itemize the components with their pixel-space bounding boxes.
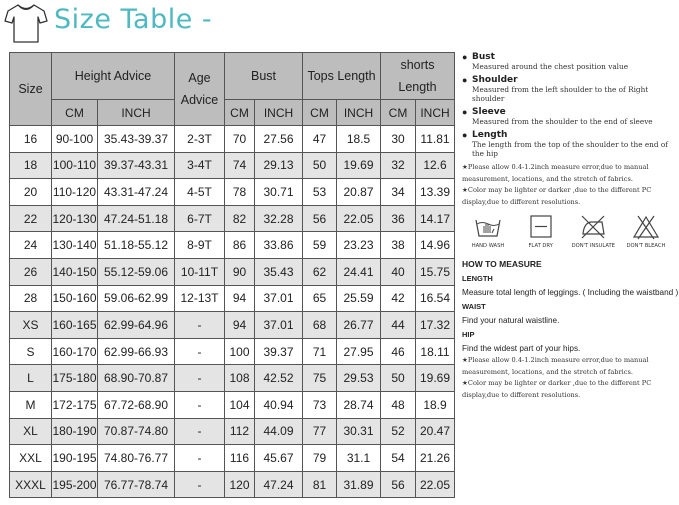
- table-row: [10, 152, 455, 179]
- table-cell: 39.37-43.31: [98, 152, 175, 179]
- table-cell: 112: [225, 418, 255, 445]
- table-cell: 44.09: [255, 418, 303, 445]
- unit-inch: INCH: [98, 100, 175, 126]
- table-cell: 104: [225, 391, 255, 418]
- table-row: [10, 205, 455, 232]
- table-cell: 18.9: [416, 391, 455, 418]
- table-cell: 27.56: [255, 126, 303, 153]
- table-cell: 20: [10, 179, 52, 206]
- table-cell: 100-110: [52, 152, 98, 179]
- header-bust: Bust: [225, 53, 303, 100]
- table-cell: 31.89: [337, 471, 381, 498]
- table-cell: 30.31: [337, 418, 381, 445]
- table-row: [10, 338, 455, 365]
- definition-title: Sleeve: [472, 107, 506, 117]
- table-cell: 16.54: [416, 285, 455, 312]
- table-cell: 65: [303, 285, 337, 312]
- table-cell: 130-140: [52, 232, 98, 259]
- table-cell: 82: [225, 205, 255, 232]
- table-cell: 94: [225, 285, 255, 312]
- table-cell: 190-195: [52, 445, 98, 472]
- table-cell: 19.69: [416, 365, 455, 392]
- definition-title: Bust: [472, 52, 495, 62]
- table-cell: 36: [381, 205, 416, 232]
- table-cell: 22.05: [337, 205, 381, 232]
- page-title: Size Table -: [54, 4, 213, 35]
- care-icons: [462, 214, 672, 249]
- table-cell: XS: [10, 312, 52, 339]
- table-row: [10, 471, 455, 498]
- table-cell: 68: [303, 312, 337, 339]
- table-cell: XXL: [10, 445, 52, 472]
- waist-label: WAIST: [462, 302, 486, 311]
- header-tops-length: Tops Length: [303, 53, 381, 100]
- care-label: HAND WASH: [471, 243, 505, 249]
- table-cell: 120: [225, 471, 255, 498]
- table-cell: 14.17: [416, 205, 455, 232]
- definition-title: Length: [472, 130, 508, 140]
- table-row: [10, 445, 455, 472]
- flat-dry-icon: [526, 214, 556, 240]
- table-row: [10, 232, 455, 259]
- table-cell: 18.11: [416, 338, 455, 365]
- table-cell: -: [175, 391, 225, 418]
- no-bleach-icon: [631, 214, 661, 240]
- table-row: [10, 418, 455, 445]
- table-cell: 68.90-70.87: [98, 365, 175, 392]
- table-cell: 78: [225, 179, 255, 206]
- table-cell: 11.81: [416, 126, 455, 153]
- table-cell: 15.75: [416, 258, 455, 285]
- table-cell: 108: [225, 365, 255, 392]
- table-row: [10, 179, 455, 206]
- measure-error-note: ★Please allow 0.4-1.2inch measure error,due to manual measurement, locations, and the stretch of fabrics.: [462, 163, 649, 183]
- table-cell: 35.43: [255, 258, 303, 285]
- table-cell: 26: [10, 258, 52, 285]
- table-cell: 90-100: [52, 126, 98, 153]
- bullet-icon: ●: [462, 107, 468, 117]
- hip-desc: Find the widest part of your hips.: [462, 344, 581, 353]
- care-no-iron: [567, 214, 619, 249]
- care-label: FLAT DRY: [528, 243, 553, 249]
- hand-wash-icon: [473, 214, 503, 240]
- table-cell: 116: [225, 445, 255, 472]
- table-cell: 47: [303, 126, 337, 153]
- bullet-icon: ●: [462, 75, 468, 85]
- care-label: DON'T INSULATE: [571, 243, 615, 249]
- table-cell: 94: [225, 312, 255, 339]
- table-cell: 86: [225, 232, 255, 259]
- definition-desc: The length from the top of the shoulder to the end of the hip: [472, 140, 668, 158]
- care-label: DON'T BLEACH: [626, 243, 666, 249]
- table-cell: 62.99-64.96: [98, 312, 175, 339]
- table-cell: 74.80-76.77: [98, 445, 175, 472]
- table-cell: 19.69: [337, 152, 381, 179]
- table-cell: 100: [225, 338, 255, 365]
- table-cell: -: [175, 445, 225, 472]
- table-cell: 32.28: [255, 205, 303, 232]
- header-height: Height Advice: [52, 53, 175, 100]
- table-cell: 23.23: [337, 232, 381, 259]
- table-cell: 38: [381, 232, 416, 259]
- table-cell: 35.43-39.37: [98, 126, 175, 153]
- table-cell: 26.77: [337, 312, 381, 339]
- table-cell: 29.53: [337, 365, 381, 392]
- table-cell: 175-180: [52, 365, 98, 392]
- table-cell: 195-200: [52, 471, 98, 498]
- table-cell: -: [175, 312, 225, 339]
- care-flat-dry: [515, 214, 567, 249]
- size-table: [9, 52, 455, 498]
- table-cell: 27.95: [337, 338, 381, 365]
- table-cell: 67.72-68.90: [98, 391, 175, 418]
- table-cell: 140-150: [52, 258, 98, 285]
- table-cell: 70: [225, 126, 255, 153]
- table-cell: M: [10, 391, 52, 418]
- header-shorts-length: shorts Length: [381, 53, 455, 100]
- care-no-bleach: [620, 214, 672, 249]
- unit-cm: CM: [225, 100, 255, 126]
- table-cell: 22: [10, 205, 52, 232]
- table-cell: 24: [10, 232, 52, 259]
- table-cell: 6-7T: [175, 205, 225, 232]
- table-cell: 51.18-55.12: [98, 232, 175, 259]
- table-cell: S: [10, 338, 52, 365]
- measure-guide: [462, 52, 679, 401]
- table-cell: 110-120: [52, 179, 98, 206]
- table-cell: 46: [381, 338, 416, 365]
- table-cell: 48: [381, 391, 416, 418]
- table-cell: 18: [10, 152, 52, 179]
- table-cell: 47.24-51.18: [98, 205, 175, 232]
- table-cell: 50: [381, 365, 416, 392]
- table-cell: 10-11T: [175, 258, 225, 285]
- measure-error-note-2: ★Please allow 0.4-1.2inch measure error,due to manual measurement, locations, and the stretch of fabrics.: [462, 356, 649, 376]
- table-cell: 59.06-62.99: [98, 285, 175, 312]
- table-cell: 54: [381, 445, 416, 472]
- unit-inch: INCH: [337, 100, 381, 126]
- table-cell: 12-13T: [175, 285, 225, 312]
- table-cell: 2-3T: [175, 126, 225, 153]
- hip-label: HIP: [462, 330, 475, 339]
- definition-title: Shoulder: [472, 75, 518, 85]
- table-cell: 30: [381, 126, 416, 153]
- table-cell: XXXL: [10, 471, 52, 498]
- table-cell: -: [175, 471, 225, 498]
- table-cell: 33.86: [255, 232, 303, 259]
- table-cell: 73: [303, 391, 337, 418]
- definition-bust: [462, 52, 679, 71]
- no-iron-icon: [578, 214, 608, 240]
- table-cell: 24.41: [337, 258, 381, 285]
- table-cell: 160-170: [52, 338, 98, 365]
- table-cell: 42: [381, 285, 416, 312]
- table-cell: 50: [303, 152, 337, 179]
- table-row: [10, 365, 455, 392]
- table-cell: 20.87: [337, 179, 381, 206]
- table-cell: 70.87-74.80: [98, 418, 175, 445]
- waist-desc: Find your natural waistline.: [462, 316, 560, 325]
- unit-inch: INCH: [416, 100, 455, 126]
- table-cell: 18.5: [337, 126, 381, 153]
- table-cell: 17.32: [416, 312, 455, 339]
- table-cell: 56: [303, 205, 337, 232]
- table-row: [10, 312, 455, 339]
- table-cell: 29.13: [255, 152, 303, 179]
- tshirt-icon: [4, 2, 48, 44]
- table-cell: 62.99-66.93: [98, 338, 175, 365]
- table-cell: 43.31-47.24: [98, 179, 175, 206]
- table-cell: 3-4T: [175, 152, 225, 179]
- table-cell: -: [175, 338, 225, 365]
- length-desc: Measure total length of leggings. ( Including the waistband ): [462, 288, 679, 297]
- length-label: LENGTH: [462, 274, 493, 283]
- table-row: [10, 285, 455, 312]
- table-cell: 4-5T: [175, 179, 225, 206]
- table-cell: 22.05: [416, 471, 455, 498]
- table-cell: 40: [381, 258, 416, 285]
- table-cell: 21.26: [416, 445, 455, 472]
- definition-length: [462, 130, 679, 158]
- color-note: ★Color may be lighter or darker ,due to the different PC display,due to different resolutions.: [462, 186, 652, 206]
- table-cell: 47.24: [255, 471, 303, 498]
- table-cell: 160-165: [52, 312, 98, 339]
- table-cell: 71: [303, 338, 337, 365]
- header-size: Size: [10, 53, 52, 126]
- table-cell: 39.37: [255, 338, 303, 365]
- table-cell: 56: [381, 471, 416, 498]
- table-cell: 53: [303, 179, 337, 206]
- bullet-icon: ●: [462, 52, 468, 62]
- table-cell: 172-175: [52, 391, 98, 418]
- table-cell: 120-130: [52, 205, 98, 232]
- care-hand-wash: [462, 214, 514, 249]
- table-cell: 14.96: [416, 232, 455, 259]
- table-cell: 77: [303, 418, 337, 445]
- table-body: [10, 126, 455, 498]
- table-cell: 34: [381, 179, 416, 206]
- definition-desc: Measured from the left shoulder to the of Right shoulder: [472, 85, 649, 103]
- table-cell: 8-9T: [175, 232, 225, 259]
- table-cell: 12.6: [416, 152, 455, 179]
- table-cell: 76.77-78.74: [98, 471, 175, 498]
- table-cell: L: [10, 365, 52, 392]
- table-cell: 81: [303, 471, 337, 498]
- table-cell: 52: [381, 418, 416, 445]
- table-cell: 45.67: [255, 445, 303, 472]
- table-cell: -: [175, 418, 225, 445]
- table-cell: 20.47: [416, 418, 455, 445]
- table-cell: 37.01: [255, 285, 303, 312]
- table-cell: 44: [381, 312, 416, 339]
- unit-cm: CM: [303, 100, 337, 126]
- table-cell: 74: [225, 152, 255, 179]
- definition-desc: Measured from the shoulder to the end of sleeve: [472, 117, 653, 126]
- table-cell: 31.1: [337, 445, 381, 472]
- table-cell: 37.01: [255, 312, 303, 339]
- table-cell: 25.59: [337, 285, 381, 312]
- definition-sleeve: [462, 107, 679, 126]
- header-age: Age Advice: [175, 53, 225, 126]
- table-cell: 30.71: [255, 179, 303, 206]
- table-cell: 79: [303, 445, 337, 472]
- table-cell: 150-160: [52, 285, 98, 312]
- unit-inch: INCH: [255, 100, 303, 126]
- definition-desc: Measured around the chest position value: [472, 62, 629, 71]
- table-cell: 16: [10, 126, 52, 153]
- bullet-icon: ●: [462, 130, 468, 140]
- table-cell: 28.74: [337, 391, 381, 418]
- definition-shoulder: [462, 75, 679, 103]
- how-to-measure-title: HOW TO MEASURE: [462, 259, 542, 269]
- table-cell: 55.12-59.06: [98, 258, 175, 285]
- table-cell: 59: [303, 232, 337, 259]
- table-cell: XL: [10, 418, 52, 445]
- table-cell: 13.39: [416, 179, 455, 206]
- table-cell: 28: [10, 285, 52, 312]
- table-cell: 62: [303, 258, 337, 285]
- color-note-2: ★Color may be lighter or darker ,due to the different PC display,due to different resolutions.: [462, 379, 652, 399]
- header: [0, 0, 679, 48]
- table-row: [10, 258, 455, 285]
- table-cell: 75: [303, 365, 337, 392]
- table-row: [10, 391, 455, 418]
- unit-cm: CM: [381, 100, 416, 126]
- table-cell: 32: [381, 152, 416, 179]
- table-cell: 42.52: [255, 365, 303, 392]
- table-cell: 180-190: [52, 418, 98, 445]
- table-cell: 40.94: [255, 391, 303, 418]
- table-cell: 90: [225, 258, 255, 285]
- table-row: [10, 126, 455, 153]
- table-cell: -: [175, 365, 225, 392]
- unit-cm: CM: [52, 100, 98, 126]
